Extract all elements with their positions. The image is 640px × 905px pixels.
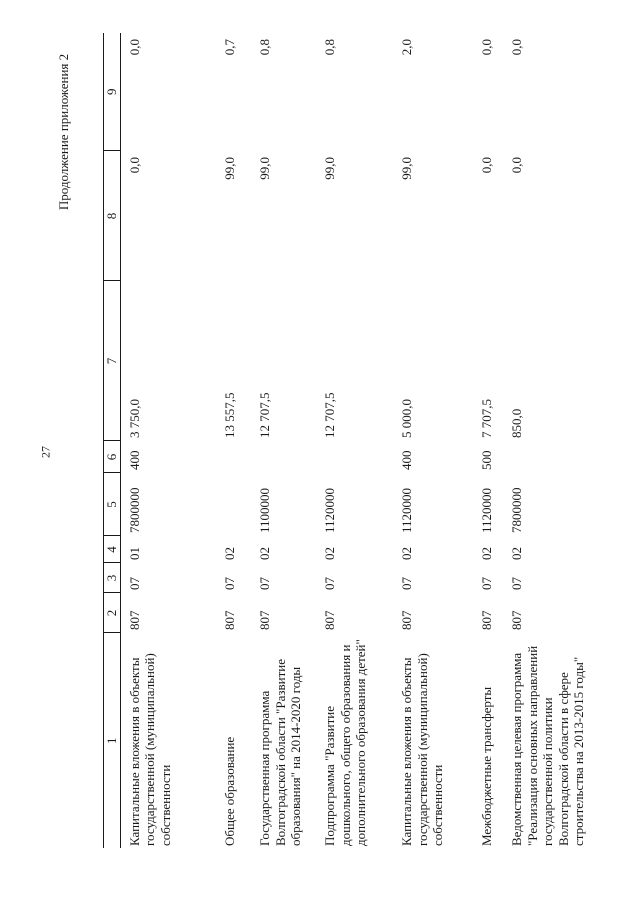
cell-target-code — [216, 473, 251, 536]
header-cell: 2 — [104, 593, 121, 633]
cell-amount: 850,0 — [509, 408, 525, 438]
cell-col8: 0,0 — [509, 157, 525, 174]
cell-ministry: 807 — [479, 610, 495, 630]
cell-expense-type: 500 — [479, 450, 495, 470]
table-row — [473, 33, 503, 848]
header-cell: 5 — [104, 473, 121, 536]
row-name: Капитальные вложения в объекты государственной (муниципальной) собственности — [399, 653, 446, 846]
rotated-page-content — [103, 33, 628, 848]
cell-col8: 0,0 — [126, 157, 142, 174]
continuation-title: Продолжение приложения 2 — [56, 53, 71, 211]
cell-expense-type: 400 — [399, 450, 415, 470]
cell-expense-type: 400 — [126, 450, 142, 470]
cell-target-code: 1120000 — [322, 487, 338, 533]
cell-subsection: 02 — [399, 547, 415, 560]
cell-subsection: 02 — [222, 547, 238, 560]
header-cell: 9 — [104, 33, 121, 151]
cell-target-code: 7800000 — [509, 487, 525, 533]
cell-subsection: 02 — [479, 547, 495, 560]
cell-expense-type — [503, 441, 613, 473]
row-name: Общее образование — [222, 736, 238, 846]
cell-col9: 0,0 — [509, 39, 525, 56]
cell-section: 07 — [257, 577, 273, 590]
cell-amount: 7 707,5 — [479, 399, 495, 438]
cell-subsection: 02 — [509, 547, 525, 560]
cell-col8: 99,0 — [399, 157, 415, 180]
row-name: Межбюджетные трансферты — [479, 686, 495, 846]
cell-section: 07 — [222, 577, 238, 590]
page-number: 27 — [38, 446, 53, 458]
table-row — [393, 33, 473, 848]
cell-col9: 0,0 — [479, 39, 495, 56]
cell-col9: 0,8 — [322, 39, 338, 56]
header-cell: 3 — [104, 563, 121, 593]
cell-col9: 2,0 — [399, 39, 415, 56]
cell-target-code: 1120000 — [479, 487, 495, 533]
cell-target-code: 7800000 — [126, 487, 142, 533]
cell-col8: 99,0 — [322, 157, 338, 180]
cell-section: 07 — [322, 577, 338, 590]
cell-section: 07 — [509, 577, 525, 590]
header-cell: 4 — [104, 536, 121, 563]
cell-target-code: 1100000 — [257, 487, 273, 533]
table-row — [216, 33, 251, 848]
cell-target-code: 1120000 — [399, 487, 415, 533]
header-cell: 6 — [104, 441, 121, 473]
cell-col8: 99,0 — [222, 157, 238, 180]
table-row — [316, 33, 393, 848]
cell-col9: 0,8 — [257, 39, 273, 56]
cell-amount: 3 750,0 — [126, 399, 142, 438]
row-name: Капитальные вложения в объекты государственной (муниципальной) собственности — [126, 653, 173, 846]
cell-section: 07 — [126, 577, 142, 590]
header-row — [104, 33, 121, 848]
cell-section: 07 — [399, 577, 415, 590]
cell-expense-type — [251, 441, 316, 473]
cell-ministry: 807 — [257, 610, 273, 630]
cell-amount: 12 707,5 — [322, 392, 338, 438]
cell-col9: 0,0 — [126, 39, 142, 56]
budget-table — [103, 33, 613, 848]
cell-ministry: 807 — [222, 610, 238, 630]
cell-ministry: 807 — [509, 610, 525, 630]
table-row — [251, 33, 316, 848]
header-cell: 8 — [104, 151, 121, 281]
row-name: Подпрограмма "Развитие дошкольного, общего образования и дополнительного образования детей" — [322, 639, 369, 846]
cell-amount: 12 707,5 — [257, 392, 273, 438]
cell-ministry: 807 — [322, 610, 338, 630]
cell-ministry: 807 — [399, 610, 415, 630]
row-name: Государственная программа Волгоградской области "Развитие образования" на 2014-2020 годы — [257, 659, 304, 846]
cell-col8: 99,0 — [257, 157, 273, 180]
row-name: Ведомственная целевая программа "Реализация основных направлений государственной политики Волгоградской области в сфере строительства на 2013-2015 годы" — [509, 645, 587, 846]
cell-ministry: 807 — [126, 610, 142, 630]
cell-subsection: 01 — [126, 547, 142, 560]
cell-amount: 13 557,5 — [222, 392, 238, 438]
cell-section: 07 — [479, 577, 495, 590]
cell-subsection: 02 — [322, 547, 338, 560]
table-row — [503, 33, 613, 848]
cell-col8: 0,0 — [479, 157, 495, 174]
cell-col9: 0,7 — [222, 39, 238, 56]
cell-subsection: 02 — [257, 547, 273, 560]
cell-expense-type — [216, 441, 251, 473]
table-row — [120, 33, 216, 848]
header-cell: 1 — [104, 633, 121, 848]
cell-expense-type — [316, 441, 393, 473]
cell-amount: 5 000,0 — [399, 399, 415, 438]
header-cell: 7 — [104, 281, 121, 441]
